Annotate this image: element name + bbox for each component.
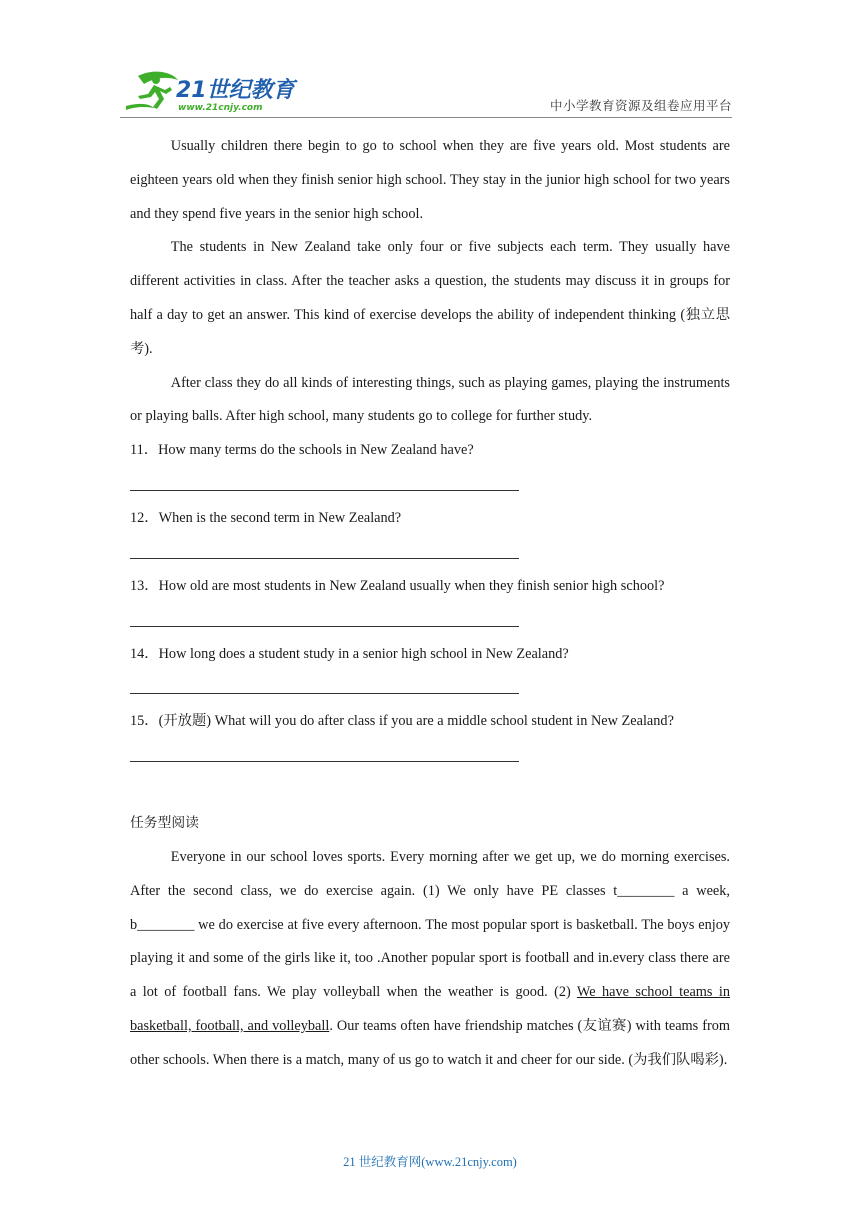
question-14 bbox=[130, 638, 730, 672]
site-tagline: 中小学教育资源及组卷应用平台 bbox=[549, 98, 732, 113]
runner-logo-icon bbox=[120, 66, 300, 116]
logo-wordmark: 21世纪教育 bbox=[176, 78, 295, 103]
passage-paragraph-2: The students in New Zealand take only four or five subjects each term. They usually have different activities in class. After the teacher asks a question, the students may discuss it in groups for half a day to get an answer. This kind of exercise develops the ability of independent thinking (独立思考). bbox=[130, 239, 730, 357]
question-15 bbox=[130, 705, 730, 739]
logo-url: www.21cnjy.com bbox=[178, 103, 263, 113]
question-text: When is the second term in New Zealand? bbox=[158, 509, 402, 526]
task-passage-text-end: . Our teams often have friendship matches (友谊赛) with teams from other schools. When there is a match, many of us go to watch it and cheer for our side. (为我们队喝彩). bbox=[130, 1017, 730, 1068]
task-passage bbox=[130, 841, 730, 1078]
section-title: 任务型阅读 bbox=[130, 815, 199, 832]
question-number: 15． bbox=[130, 713, 159, 730]
question-text: How long does a student study in a senior high school in New Zealand? bbox=[158, 645, 569, 662]
section-spacer bbox=[130, 773, 730, 807]
underlined-sentence: We have school teams in basketball, football, and volleyball bbox=[130, 984, 731, 1034]
page-footer[interactable]: 21 世纪教育网(www.21cnjy.com) bbox=[343, 1155, 517, 1169]
question-text: How many terms do the schools in New Zealand have? bbox=[158, 442, 474, 459]
question-number: 12． bbox=[130, 509, 159, 526]
question-text: (开放题) What will you do after class if you are a middle school student in New Zealand? bbox=[158, 713, 674, 730]
question-11 bbox=[130, 434, 730, 468]
site-logo[interactable] bbox=[120, 66, 300, 116]
answer-line-15[interactable] bbox=[130, 739, 730, 773]
exam-content bbox=[130, 130, 730, 1078]
question-number: 14． bbox=[130, 645, 159, 662]
answer-line-12[interactable] bbox=[130, 536, 730, 570]
question-12 bbox=[130, 502, 730, 536]
passage-paragraph-1: Usually children there begin to go to school when they are five years old. Most students are eighteen years old when they finish senior high school. They stay in the junior high school for two years and they spend five years in the senior high school. bbox=[130, 138, 730, 222]
question-number: 13． bbox=[130, 577, 159, 594]
answer-line-13[interactable] bbox=[130, 604, 730, 638]
task-passage-text: Everyone in our school loves sports. Every morning after we get up, we do morning exercises. After the second class, we do exercise again. (1) We only have PE classes t________ a week, b________ we do exercise at five every afternoon. The most popular sport is basketball. The boys enjoy playing it and some of the girls like it, too .Another popular sport is football and in.every class there are a lot of football fans. We play volleyball when the weather is good. (2) bbox=[130, 848, 730, 1001]
passage-paragraph-3: After class they do all kinds of interesting things, such as playing games, playing the instruments or playing balls. After high school, many students go to college for further study. bbox=[130, 374, 730, 425]
answer-line-11[interactable] bbox=[130, 468, 730, 502]
question-13 bbox=[130, 570, 730, 604]
answer-line-14[interactable] bbox=[130, 671, 730, 705]
question-text: How old are most students in New Zealand usually when they finish senior high school? bbox=[158, 577, 665, 594]
question-number: 11． bbox=[130, 442, 159, 459]
header-divider bbox=[120, 117, 732, 118]
page-header bbox=[120, 66, 732, 116]
